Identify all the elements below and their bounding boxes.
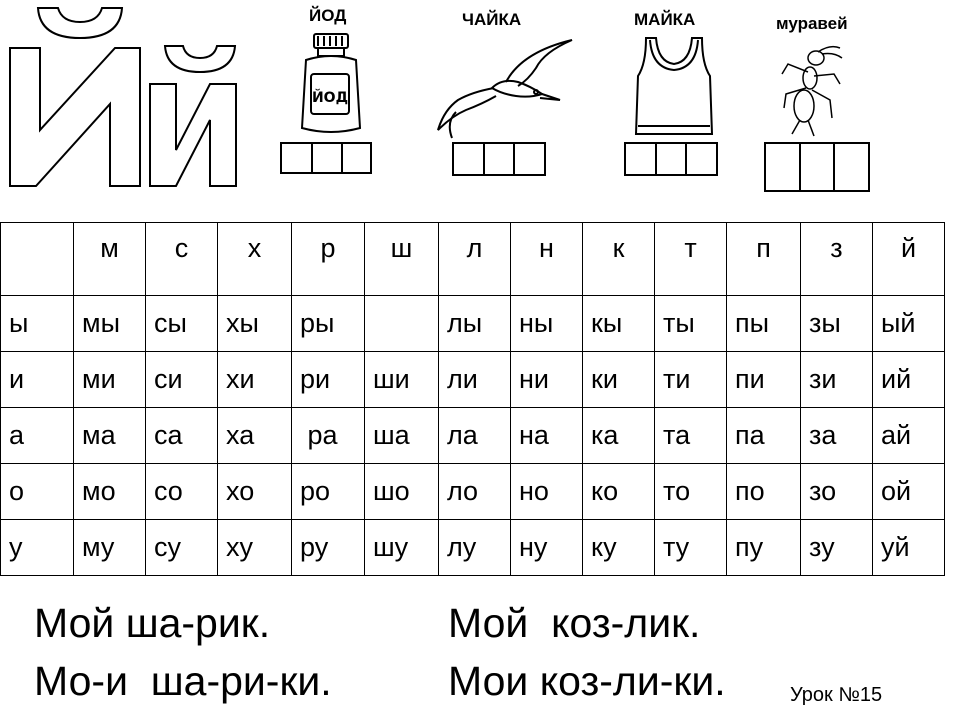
sentence-left-2: Мо-и ша-ри-ки.	[34, 658, 332, 704]
letter-boxes-tank-top	[624, 142, 718, 176]
table-row	[1, 352, 945, 408]
syllable-cell: ой	[873, 464, 945, 520]
lower-letter-shape	[150, 84, 236, 186]
ant-icon	[778, 44, 848, 140]
syllable-cell: шу	[365, 520, 439, 576]
syllable-cell: ны	[511, 296, 583, 352]
table-row	[1, 296, 945, 352]
syllable-cell: со	[146, 464, 218, 520]
letter-box[interactable]	[485, 144, 516, 174]
letter-box[interactable]	[687, 144, 716, 174]
tank-top-icon	[632, 36, 716, 138]
syllable-cell: зо	[801, 464, 873, 520]
letter-boxes-ant	[764, 142, 870, 192]
syllable-cell: пи	[727, 352, 801, 408]
letter-box[interactable]	[515, 144, 544, 174]
syllable-cell: ый	[873, 296, 945, 352]
syllable-cell: уй	[873, 520, 945, 576]
syllable-cell: ки	[583, 352, 655, 408]
syllable-cell: пу	[727, 520, 801, 576]
syllable-cell: ни	[511, 352, 583, 408]
syllable-cell: су	[146, 520, 218, 576]
word-label-tank-top: МАЙКА	[634, 10, 696, 29]
syllable-cell: мо	[74, 464, 146, 520]
syllable-cell: ши	[365, 352, 439, 408]
table-corner-cell	[1, 223, 74, 296]
upper-letter-shape	[10, 48, 140, 186]
row-vowel: у	[1, 520, 74, 576]
letter-box[interactable]	[835, 144, 868, 190]
syllable-cell: му	[74, 520, 146, 576]
sentence-right-1: Мой коз-лик.	[448, 600, 701, 646]
letter-box[interactable]	[626, 144, 657, 174]
syllable-cell: ма	[74, 408, 146, 464]
letter-box[interactable]	[801, 144, 836, 190]
column-header: з	[801, 223, 873, 296]
syllable-cell: ла	[439, 408, 511, 464]
syllable-cell: ли	[439, 352, 511, 408]
column-header: л	[439, 223, 511, 296]
syllable-cell: ри	[292, 352, 365, 408]
row-vowel: о	[1, 464, 74, 520]
row-vowel: и	[1, 352, 74, 408]
syllable-cell: кы	[583, 296, 655, 352]
letter-box[interactable]	[282, 144, 313, 172]
syllable-cell: ту	[655, 520, 727, 576]
syllable-cell: зи	[801, 352, 873, 408]
syllable-cell: ху	[218, 520, 292, 576]
table-row	[1, 520, 945, 576]
syllable-cell: ра	[292, 408, 365, 464]
syllable-cell: ай	[873, 408, 945, 464]
syllable-cell: за	[801, 408, 873, 464]
syllable-cell: ти	[655, 352, 727, 408]
column-header: т	[655, 223, 727, 296]
lesson-number: Урок №15	[790, 684, 883, 706]
word-label-iodine: ЙОД	[309, 6, 347, 25]
row-vowel: а	[1, 408, 74, 464]
syllable-cell: ры	[292, 296, 365, 352]
word-label-ant: муравей	[776, 14, 848, 33]
syllable-cell: то	[655, 464, 727, 520]
letter-box[interactable]	[343, 144, 370, 172]
syllable-cell: си	[146, 352, 218, 408]
syllable-cell	[365, 296, 439, 352]
syllable-cell: та	[655, 408, 727, 464]
seagull-icon	[432, 30, 577, 142]
letter-box[interactable]	[766, 144, 801, 190]
letter-box[interactable]	[454, 144, 485, 174]
syllable-cell: сы	[146, 296, 218, 352]
letter-box[interactable]	[657, 144, 688, 174]
syllable-cell: ро	[292, 464, 365, 520]
syllable-cell: па	[727, 408, 801, 464]
column-header: н	[511, 223, 583, 296]
syllable-cell: са	[146, 408, 218, 464]
syllable-cell: хи	[218, 352, 292, 408]
syllable-cell: лу	[439, 520, 511, 576]
column-header: ш	[365, 223, 439, 296]
syllable-cell: ха	[218, 408, 292, 464]
column-header: й	[873, 223, 945, 296]
syllable-cell: ты	[655, 296, 727, 352]
syllable-cell: на	[511, 408, 583, 464]
syllable-cell: ло	[439, 464, 511, 520]
bottle-label: ЙОД	[311, 90, 349, 106]
syllable-cell: ну	[511, 520, 583, 576]
column-header: к	[583, 223, 655, 296]
syllable-cell: ка	[583, 408, 655, 464]
syllable-cell: шо	[365, 464, 439, 520]
table-row	[1, 408, 945, 464]
syllable-cell: но	[511, 464, 583, 520]
letter-boxes-iodine	[280, 142, 372, 174]
sentence-left-1: Мой ша-рик.	[34, 600, 271, 646]
column-header: с	[146, 223, 218, 296]
syllable-cell: ша	[365, 408, 439, 464]
syllable-cell: ку	[583, 520, 655, 576]
syllable-cell: лы	[439, 296, 511, 352]
syllable-cell: ру	[292, 520, 365, 576]
big-letters-outline	[0, 0, 250, 200]
syllable-cell: ми	[74, 352, 146, 408]
table-row	[1, 464, 945, 520]
row-vowel: ы	[1, 296, 74, 352]
letter-box[interactable]	[313, 144, 344, 172]
syllable-cell: ко	[583, 464, 655, 520]
column-header: м	[74, 223, 146, 296]
syllable-cell: пы	[727, 296, 801, 352]
syllable-cell: ий	[873, 352, 945, 408]
column-header: п	[727, 223, 801, 296]
syllable-cell: хо	[218, 464, 292, 520]
syllable-cell: по	[727, 464, 801, 520]
column-header: х	[218, 223, 292, 296]
syllable-cell: хы	[218, 296, 292, 352]
letter-boxes-seagull	[452, 142, 546, 176]
syllable-cell: зы	[801, 296, 873, 352]
column-header: р	[292, 223, 365, 296]
syllable-cell: зу	[801, 520, 873, 576]
lower-breve-shape	[165, 46, 235, 72]
sentence-right-2: Мои коз-ли-ки.	[448, 658, 726, 704]
table-header-row	[1, 223, 945, 296]
upper-breve-shape	[38, 8, 122, 38]
syllable-table	[0, 222, 945, 576]
iodine-bottle-icon	[296, 30, 366, 140]
syllable-cell: мы	[74, 296, 146, 352]
word-label-seagull: ЧАЙКА	[462, 10, 522, 29]
